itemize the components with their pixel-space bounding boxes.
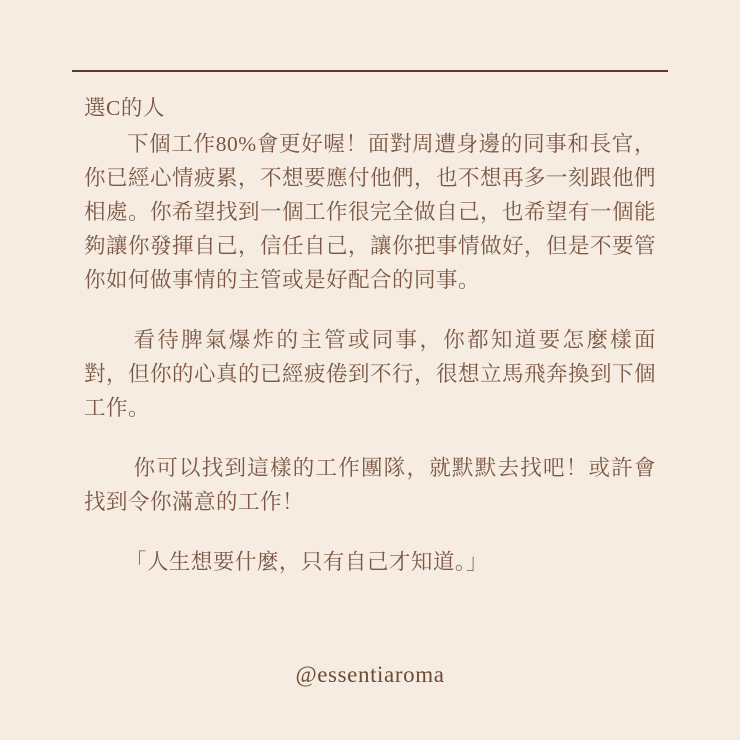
paragraph-3: 你可以找到這樣的工作團隊，就默默去找吧！或許會找到令你滿意的工作！ xyxy=(84,455,656,514)
pull-quote: 「人生想要什麼，只有自己才知道。」 xyxy=(124,549,489,574)
paragraph-1: 下個工作80%會更好喔！面對周遭身邊的同事和長官，你已經心情疲累，不想要應付他們，也不想再多一刻跟他們相處。你希望找到一個工作很完全做自己，也希望有一個能夠讓你發揮自己，信任自己，讓你把事情做好，但是不要管你如何做事情的主管或是好配合的同事。 xyxy=(84,131,657,292)
section-heading: 選C的人 xyxy=(84,96,165,120)
paragraph-2: 看待脾氣爆炸的主管或同事，你都知道要怎麼樣面對，但你的心真的已經疲倦到不行，很想立馬飛奔換到下個工作。 xyxy=(84,327,657,420)
top-divider xyxy=(72,70,668,72)
document-content xyxy=(84,92,656,580)
account-handle: @essentiaroma xyxy=(295,662,445,687)
